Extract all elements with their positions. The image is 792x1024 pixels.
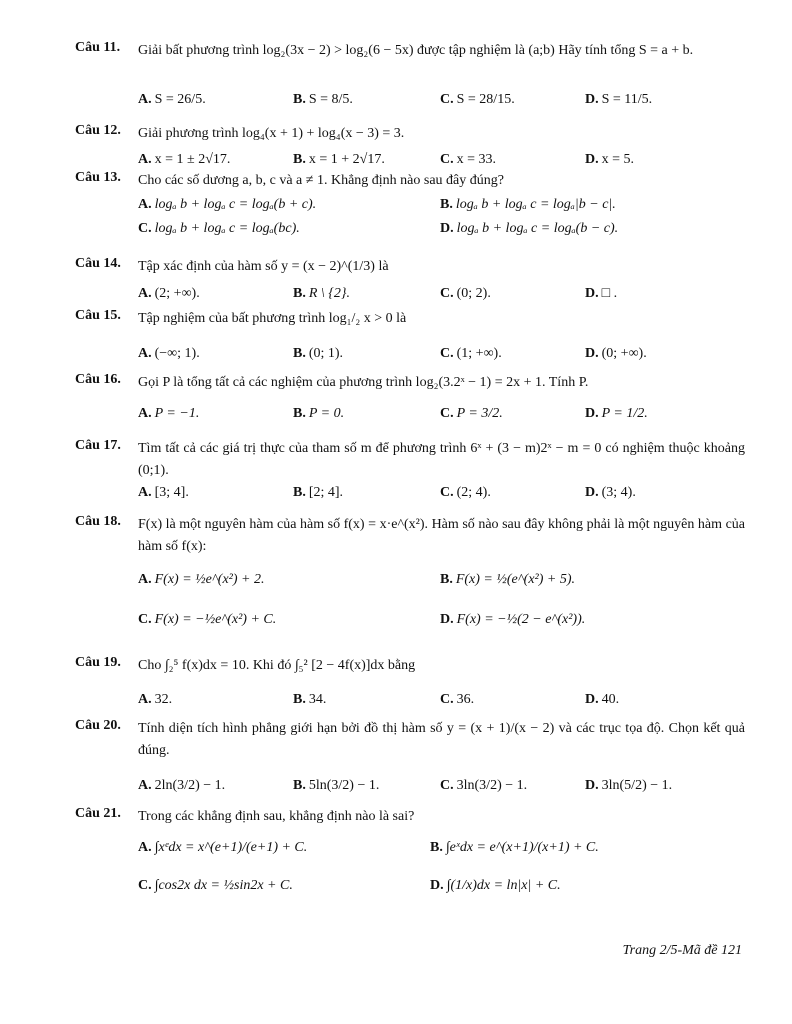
option-c: C. 36. [440,692,475,707]
option-b: B. 34. [293,692,327,707]
option-a: A. logₐ b + logₐ c = logₐ(b + c). [138,197,317,212]
option-d: D. 3ln(5/2) − 1. [585,778,673,793]
question-label: Câu 20. [75,718,121,733]
option-d: D. S = 11/5. [585,92,653,107]
option-b: B. R \ {2}. [293,286,350,301]
option-b: B. [2; 4]. [293,485,344,500]
question-text: Tìm tất cả các giá trị thực của tham số m để phương trình 6ˣ + (3 − m)2ˣ − m = 0 có nghiệm thuộc khoảng (0;1). [138,441,745,478]
option-b: B. (0; 1). [293,346,344,361]
option-a: A. x = 1 ± 2√17. [138,152,231,167]
option-d: D. ∫(1/x)dx = ln|x| + C. [430,878,561,893]
option-a: A. S = 26/5. [138,92,206,107]
question-text: F(x) là một nguyên hàm của hàm số f(x) = x·e^(x²). Hàm số nào sau đây không phải là một nguyên hàm của hàm số f(x): [138,517,745,554]
option-c: C. logₐ b + logₐ c = logₐ(bc). [138,221,300,236]
question-label: Câu 16. [75,372,121,387]
option-d: D. F(x) = −½(2 − e^(x²)). [440,612,586,627]
question-label: Câu 19. [75,655,121,670]
question-label: Câu 11. [75,40,121,55]
question-label: Câu 18. [75,514,121,529]
option-c: C. S = 28/15. [440,92,515,107]
question-text: Giải bất phương trình log₂(3x − 2) > log₂(6 − 5x) được tập nghiệm là (a;b) Hãy tính tổng S = a + b. [138,43,694,58]
option-c: C. (0; 2). [440,286,491,301]
question-text: Tính diện tích hình phẳng giới hạn bởi đồ thị hàm số y = (x + 1)/(x − 2) và các trục tọa độ. Chọn kết quả đúng. [138,721,745,758]
option-d: D. P = 1/2. [585,406,648,421]
option-d: D. 40. [585,692,620,707]
option-c: C. 3ln(3/2) − 1. [440,778,528,793]
option-a: A. 32. [138,692,173,707]
option-d: D. □ . [585,286,618,301]
question-text: Gọi P là tổng tất cả các nghiệm của phương trình log₂(3.2ˣ − 1) = 2x + 1. Tính P. [138,375,589,390]
option-c: C. (1; +∞). [440,346,502,361]
option-d: D. x = 5. [585,152,635,167]
question-label: Câu 15. [75,308,121,323]
option-d: D. logₐ b + logₐ c = logₐ(b − c). [440,221,619,236]
question-label: Câu 14. [75,256,121,271]
option-c: C. x = 33. [440,152,497,167]
question-text: Cho ∫₂⁵ f(x)dx = 10. Khi đó ∫₅² [2 − 4f(x)]dx bằng [138,658,416,673]
option-a: A. [3; 4]. [138,485,189,500]
option-b: B. logₐ b + logₐ c = logₐ|b − c|. [440,197,616,212]
option-a: A. P = −1. [138,406,200,421]
question-label: Câu 17. [75,438,121,453]
option-c: C. P = 3/2. [440,406,503,421]
option-a: A. (2; +∞). [138,286,200,301]
option-c: C. F(x) = −½e^(x²) + C. [138,612,277,627]
option-b: B. x = 1 + 2√17. [293,152,385,167]
question-label: Câu 12. [75,123,121,138]
option-a: A. F(x) = ½e^(x²) + 2. [138,572,265,587]
page-footer: Trang 2/5-Mã đề 121 [622,943,742,958]
option-b: B. F(x) = ½(e^(x²) + 5). [440,572,576,587]
option-a: A. (−∞; 1). [138,346,200,361]
option-c: C. ∫cos2x dx = ½sin2x + C. [138,878,293,893]
question-text: Cho các số dương a, b, c và a ≠ 1. Khẳng định nào sau đây đúng? [138,173,504,188]
option-a: A. ∫xᵉdx = x^(e+1)/(e+1) + C. [138,840,308,855]
option-b: B. S = 8/5. [293,92,353,107]
question-text: Tập nghiệm của bất phương trình log₁/₂ x > 0 là [138,311,407,326]
question-text: Giải phương trình log₄(x + 1) + log₄(x − 3) = 3. [138,126,405,141]
option-b: B. P = 0. [293,406,345,421]
question-text: Tập xác định của hàm số y = (x − 2)^(1/3) là [138,259,389,274]
option-d: D. (0; +∞). [585,346,647,361]
question-label: Câu 21. [75,806,121,821]
option-b: B. 5ln(3/2) − 1. [293,778,380,793]
option-a: A. 2ln(3/2) − 1. [138,778,226,793]
option-d: D. (3; 4). [585,485,636,500]
option-c: C. (2; 4). [440,485,491,500]
option-b: B. ∫eˣdx = e^(x+1)/(x+1) + C. [430,840,599,855]
question-label: Câu 13. [75,170,121,185]
question-text: Trong các khẳng định sau, khẳng định nào là sai? [138,809,415,824]
